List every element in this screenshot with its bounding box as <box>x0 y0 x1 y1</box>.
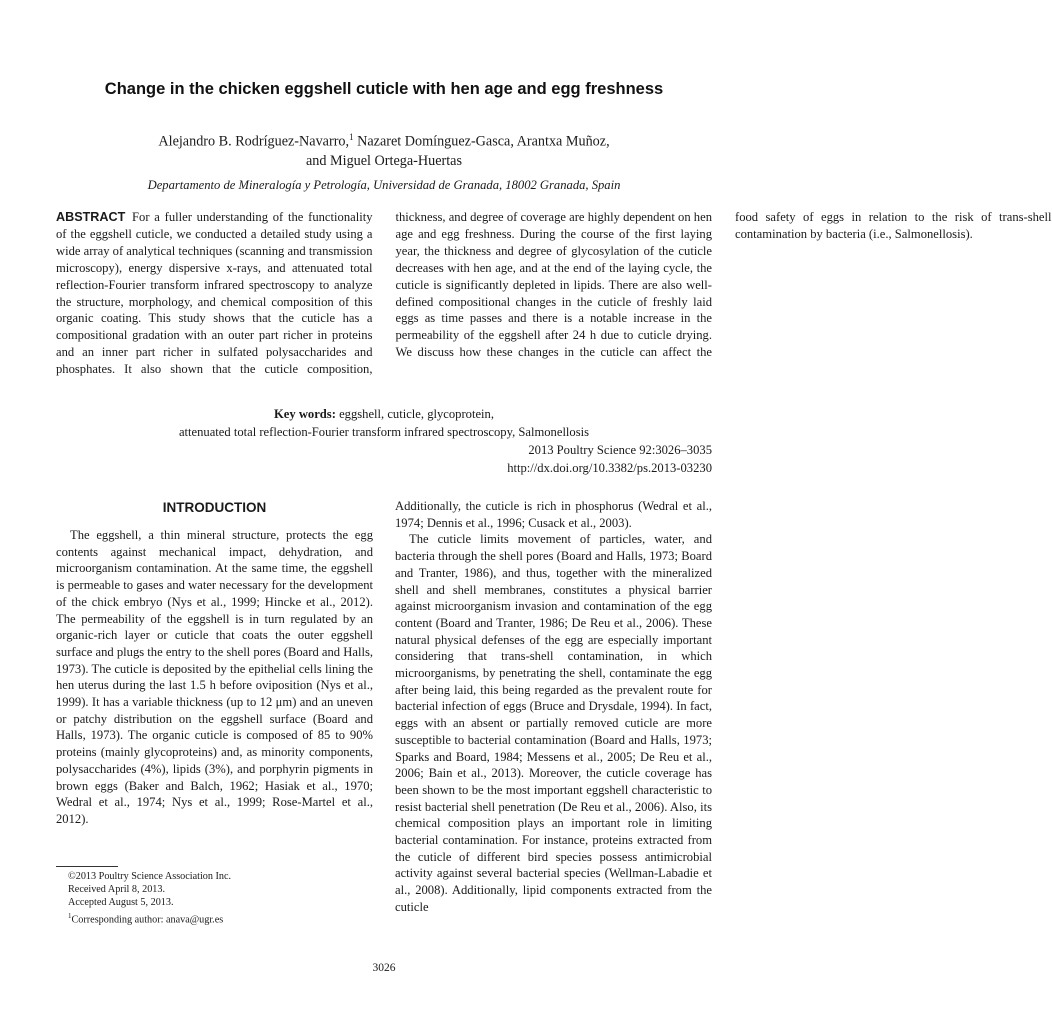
citation-block <box>507 442 712 477</box>
paper-title: Change in the chicken eggshell cuticle with hen age and egg freshness <box>104 80 664 98</box>
left-column <box>56 500 373 828</box>
footnote-corresponding <box>68 910 373 927</box>
footnote-mark: 1 <box>68 911 72 920</box>
intro-paragraph-continued: Additionally, the cuticle is rich in phosphorus (Wedral et al., 1974; Dennis et al., 1996; Cusack et al., 2003). <box>395 499 712 530</box>
keywords-list-2: attenuated total reflection-Fourier transform infrared spectroscopy, Salmonellosis <box>178 424 590 439</box>
page-number: 3026 <box>372 962 396 974</box>
affiliation: Departamento de Mineralogía y Petrología, Universidad de Granada, 18002 Granada, Spain <box>147 178 621 192</box>
author-names-2: Nazaret Domínguez-Gasca, Arantxa Muñoz, <box>353 133 610 150</box>
abstract-text: For a fuller understanding of the functionality of the eggshell cuticle, we conducted a detailed study using a wide array of analytical techniques (scanning and transmission microscopy), energy dispersive x-rays, and attenuated total reflection-Fourier transform infrared spectroscopy to analyze the structure, morphology, and chemical composition of this organic coating. This study shows that the cuticle has a compositional gradation with an outer part richer in proteins and an inner part richer in sulfated polysaccharides and phosphates. It also shown that the cuticle composition, thickness, and degree of coverage are highly dependent on hen age and egg freshness. During the course of the first laying year, the thickness and degree of glycosylation of the cuticle decreases with hen age, and at the end of the laying cycle, the cuticle is significantly depleted in lipids. There are also well-defined compositional changes in the cuticle of freshly laid eggs as time passes and there is a notable increase in the permeability of the eggshell after 24 h due to cuticle drying. We discuss how these changes in the cuticle can affect the food safety of eggs in relation to the risk of trans-shell contamination by bacteria (i.e., Salmonellosis). <box>56 210 1052 377</box>
abstract <box>56 209 1052 387</box>
keywords-list-1: eggshell, cuticle, glycoprotein, <box>339 407 494 421</box>
footnotes <box>68 870 373 926</box>
keywords-line-1 <box>40 406 728 424</box>
footnote-copyright: ©2013 Poultry Science Association Inc. <box>68 871 232 882</box>
section-heading-introduction: INTRODUCTION <box>162 500 267 515</box>
author-footnote-mark: 1 <box>349 132 354 142</box>
intro-paragraph-1: The eggshell, a thin mineral structure, protects the egg contents against mechanical impact, dehydration, and microorganism contamination. At the same time, the eggshell is permeable to gases and water necessary for the development of the chick embryo (Nys et al., 1999; Hincke et al., 2012). The permeability of the eggshell is in turn regulated by an organic-rich layer or cuticle that coats the outer eggshell surface and plugs the entry to the shell pores (Board and Halls, 1973). The cuticle is deposited by the epithelial cells lining the hen uterus during the last 1.5 h before oviposition (Nys et al., 1999). It has a variable thickness (up to 12 μm) and an uneven or patchy distribution on the eggshell surface (Board and Halls, 1973). The organic cuticle is composed of 85 to 90% proteins (mainly glycoproteins) and, as minority components, polysaccharides (4%), lipids (3%), and porphyrin pigments in brown eggs (Baker and Balch, 1962; Hasiak et al., 1970; Wedral et al., 1974; Nys et al., 1999; Rose-Martel et al., 2012). <box>56 528 373 826</box>
journal-citation: 2013 Poultry Science 92:3026–3035 <box>528 443 712 457</box>
author-names-1: Alejandro B. Rodríguez-Navarro, <box>158 133 350 150</box>
keywords-label: Key words: <box>273 407 336 421</box>
author-list <box>60 128 708 171</box>
keywords <box>40 406 728 441</box>
footnote-received: Received April 8, 2013. <box>68 884 166 896</box>
author-line-1 <box>60 128 708 152</box>
abstract-heading: ABSTRACT <box>56 210 126 224</box>
footnote-accepted: Accepted August 5, 2013. <box>68 897 174 909</box>
doi-link[interactable]: http://dx.doi.org/10.3382/ps.2013-03230 <box>507 460 712 475</box>
author-line-2: and Miguel Ortega-Huertas <box>305 152 462 169</box>
footnote-corresponding-text: Corresponding author: anava@ugr.es <box>71 914 224 925</box>
intro-paragraph-2: The cuticle limits movement of particles, water, and bacteria through the shell pores (Board and Halls, 1973; Board and Tranter, 1986), and thus, together with the mineralized shell and shell membranes, constitutes a physical barrier against microorganism invasion and contamination of the egg content (Board and Tranter, 1986; De Reu et al., 2006). These natural physical defenses of the egg are especially important considering that trans-shell contamination, in which microorganisms, by penetrating the shell, contaminate the egg after being laid, this being regarded as the prevalent route for bacterial infection of eggs (Bruce and Drysdale, 1994). In fact, eggs with an absent or partially removed cuticle are more susceptible to bacterial contamination (Board and Halls, 1973; Sparks and Board, 1984; Messens et al., 2005; De Reu et al., 2006; Bain et al., 2013). Moreover, the cuticle coverage has been shown to be the most important eggshell characteristic to resist bacterial shell penetration (De Reu et al., 2006). Also, its chemical composition plays an important role in limiting bacterial contamination. For instance, proteins extracted from the cuticle of different bird species possess antimicrobial activity against several bacterial species (Wellman-Labadie et al., 2008). Additionally, lipid components extracted from the cuticle <box>395 532 712 914</box>
footnote-divider <box>56 866 118 867</box>
right-column <box>395 498 712 916</box>
